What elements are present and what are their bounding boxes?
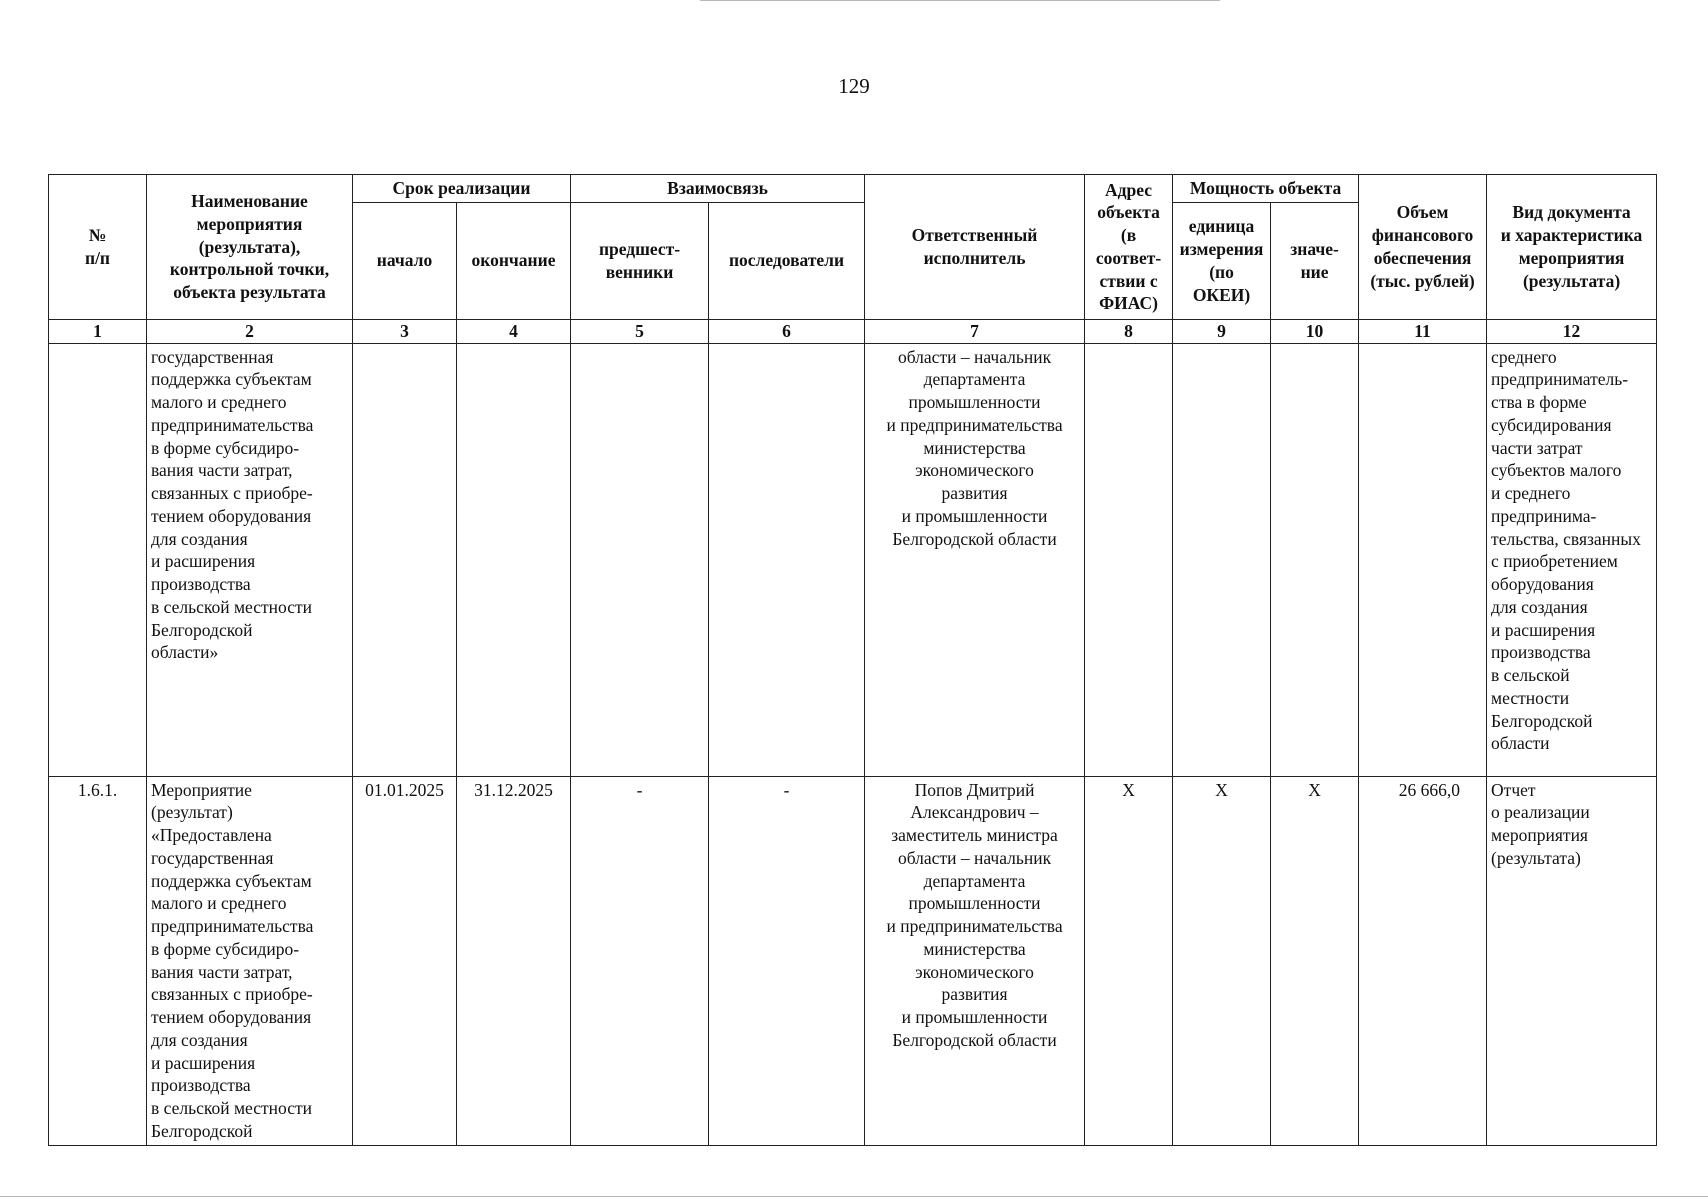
row-successors: - (709, 776, 865, 1145)
row-unit (1173, 343, 1271, 776)
row-successors (709, 343, 865, 776)
row-financing: 26 666,0 (1359, 776, 1487, 1145)
plan-table (48, 174, 1657, 1146)
row-end: 31.12.2025 (457, 776, 571, 1145)
header-link: Взаимосвязь (571, 175, 865, 203)
page-number: 129 (838, 74, 870, 98)
column-number: 8 (1085, 319, 1173, 343)
column-number: 2 (147, 319, 353, 343)
column-number: 9 (1173, 319, 1271, 343)
header-successors: последователи (709, 202, 865, 319)
row-number: 1.6.1. (49, 776, 147, 1145)
column-number: 3 (353, 319, 457, 343)
scan-edge-top (700, 0, 1220, 1)
row-document: Отчет о реализации мероприятия (результата) (1487, 776, 1657, 1145)
row-financing (1359, 343, 1487, 776)
header-unit: единица измерения (по ОКЕИ) (1173, 202, 1271, 319)
row-address: X (1085, 776, 1173, 1145)
column-number: 5 (571, 319, 709, 343)
column-number: 12 (1487, 319, 1657, 343)
row-predecessors: - (571, 776, 709, 1145)
row-name: Мероприятие (результат) «Предоставлена государственная поддержка субъектам малого и среднего предпринимательства в форме субсидиро- вания части затрат, связанных с приобре- тением оборудования для создания и расширения производства в сельской местности Белгородской (147, 776, 353, 1145)
header-end: окончание (457, 202, 571, 319)
column-number: 4 (457, 319, 571, 343)
row-address (1085, 343, 1173, 776)
header-financing: Объем финансового обеспечения (тыс. рублей) (1359, 175, 1487, 320)
row-start (353, 343, 457, 776)
row-value (1271, 343, 1359, 776)
header-start: начало (353, 202, 457, 319)
header-name: Наименование мероприятия (результата), контрольной точки, объекта результата (147, 175, 353, 320)
row-document: среднего предприниматель- ства в форме субсидирования части затрат субъектов малого и среднего предпринима- тельства, связанных с приобретением оборудования для создания и расширения производства в сельской местности Белгородской области (1487, 343, 1657, 776)
column-number: 11 (1359, 319, 1487, 343)
row-value: X (1271, 776, 1359, 1145)
column-number: 6 (709, 319, 865, 343)
table-row (49, 776, 1657, 1145)
row-number (49, 343, 147, 776)
header-term: Срок реализации (353, 175, 571, 203)
header-number: № п/п (49, 175, 147, 320)
row-responsible: области – начальник департамента промышленности и предпринимательства министерства экономического развития и промышленности Белгородской области (865, 343, 1085, 776)
row-predecessors (571, 343, 709, 776)
row-name: государственная поддержка субъектам малого и среднего предпринимательства в форме субсидиро- вания части затрат, связанных с приобре- тением оборудования для создания и расширения производства в сельской местности Белгородской области» (147, 343, 353, 776)
row-start: 01.01.2025 (353, 776, 457, 1145)
header-capacity: Мощность объекта (1173, 175, 1359, 203)
column-number: 10 (1271, 319, 1359, 343)
scan-edge-bottom (0, 1196, 1708, 1197)
row-end (457, 343, 571, 776)
column-number: 7 (865, 319, 1085, 343)
table-row (49, 343, 1657, 776)
column-number-row (49, 319, 1657, 343)
column-number: 1 (49, 319, 147, 343)
header-address: Адрес объекта (в соответ- ствии с ФИАС) (1085, 175, 1173, 320)
row-unit: X (1173, 776, 1271, 1145)
header-responsible: Ответственный исполнитель (865, 175, 1085, 320)
row-responsible: Попов Дмитрий Александрович – заместитель министра области – начальник департамента промышленности и предпринимательства министерства экономического развития и промышленности Белгородской области (865, 776, 1085, 1145)
header-value: значе- ние (1271, 202, 1359, 319)
header-predecessors: предшест- венники (571, 202, 709, 319)
header-document: Вид документа и характеристика мероприятия (результата) (1487, 175, 1657, 320)
